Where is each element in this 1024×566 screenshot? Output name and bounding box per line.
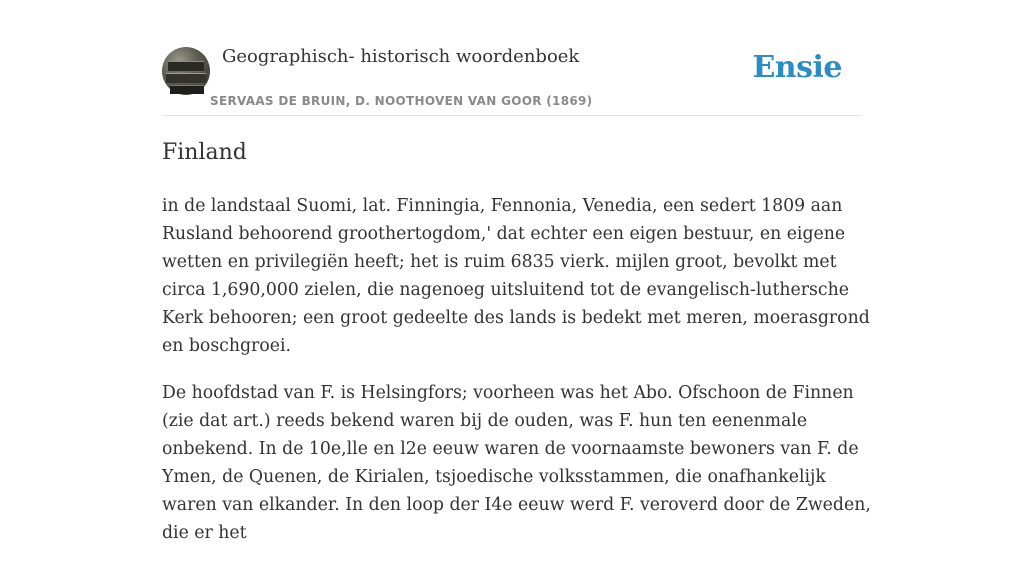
book-spine-1	[168, 61, 204, 72]
book-cover-avatar[interactable]	[162, 47, 210, 95]
book-author: SERVAAS DE BRUIN, D. NOOTHOVEN VAN GOOR (1869)	[210, 94, 593, 108]
entry-paragraph: De hoofdstad van F. is Helsingfors; voorheen was het Abo. Ofschoon de Finnen (zie dat art.) reeds bekend waren bij de ouden, was F. hun ten eenenmale onbekend. In de 10e,lle en l2e eeuw waren de voornaamste bewoners van F. de Ymen, de Quenen, de Kirialen, tsjoedische volksstammen, die onafhankelijk waren van elkander. In den loop der I4e eeuw werd F. veroverd door de Zweden, die er het	[162, 383, 871, 543]
book-title[interactable]: Geographisch- historisch woordenboek	[222, 46, 580, 67]
book-spine-2	[166, 73, 206, 84]
ensie-logo[interactable]: Ensie	[752, 50, 842, 85]
header	[162, 0, 862, 116]
entry-title: Finland	[162, 140, 247, 165]
entry-body	[162, 192, 872, 566]
entry-paragraph: in de landstaal Suomi, lat. Finningia, Fennonia, Venedia, een sedert 1809 aan Rusland behoorend groothertogdom,' dat echter een eigen bestuur, en eigene wetten en privilegiën heeft; het is ruim 6835 vierk. mijlen groot, bevolkt met circa 1,690,000 zielen, die nagenoeg uitsluitend tot de evangelisch-luthersche Kerk behooren; een groot gedeelte des lands is bedekt met meren, moerasgrond en boschgroei.	[162, 196, 870, 356]
book-spine-3	[170, 85, 204, 94]
